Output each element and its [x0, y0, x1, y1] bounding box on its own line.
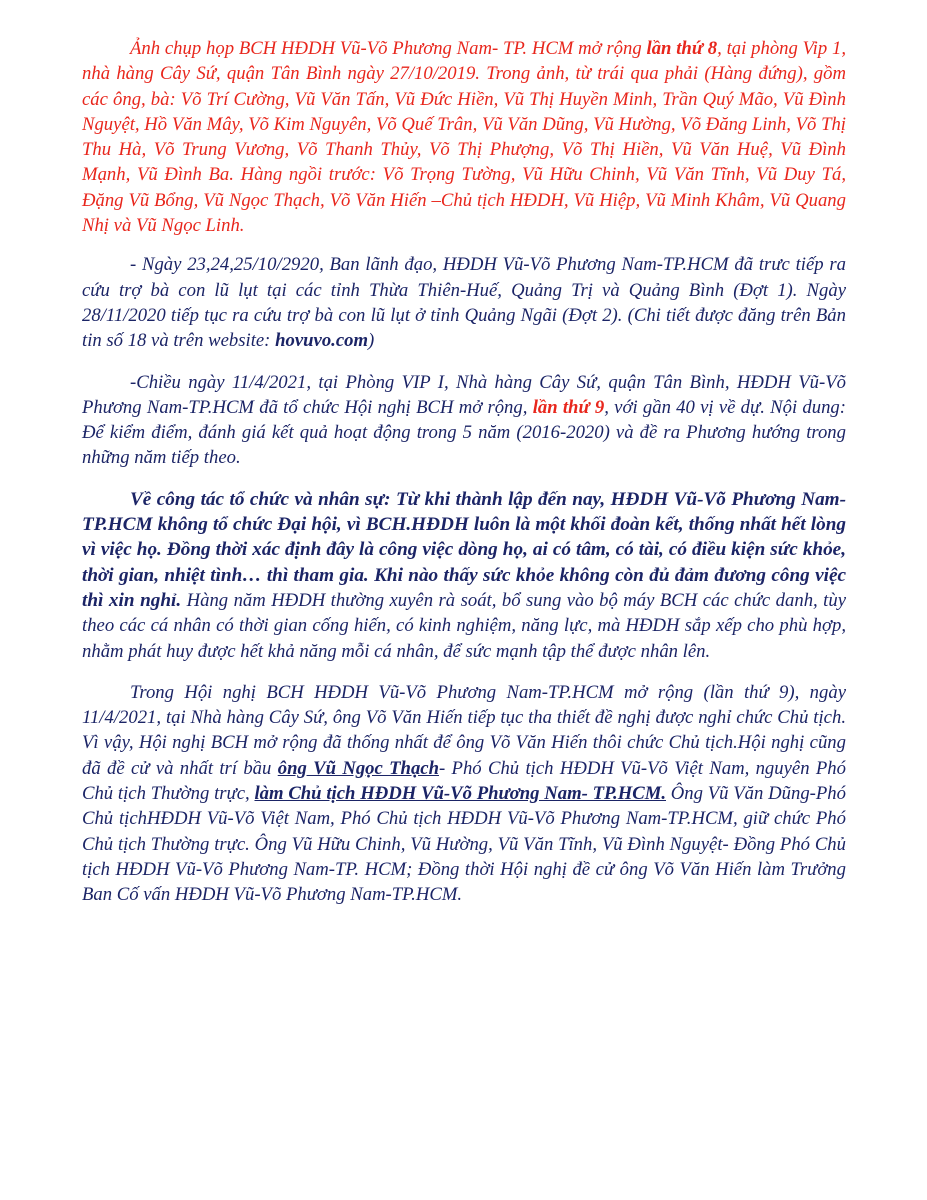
relief-paragraph — [82, 252, 846, 353]
election-text-mid: - Phó Chủ tịch HĐDH Vũ-Võ Việt Nam, nguyên Phó Chủ tịch Thường trực, — [82, 757, 846, 805]
website-link-text: hovuvo.com — [275, 330, 369, 352]
organization-paragraph — [82, 487, 846, 664]
meeting-emphasis: lần thứ 9 — [532, 396, 605, 418]
caption-text-start: Ảnh chụp họp BCH HĐDH Vũ-Võ Phương Nam- TP. HCM mở rộng — [130, 38, 647, 59]
photo-caption-paragraph — [82, 36, 846, 238]
chairman-title: làm Chủ tịch HĐDH Vũ-Võ Phương Nam- TP.HCM. — [254, 783, 666, 805]
election-text-end: Ông Vũ Văn Dũng-Phó Chủ tịchHĐDH Vũ-Võ Việt Nam, Phó Chủ tịch HĐDH Vũ-Võ Phương Nam-TP.HCM, giữ chức Phó Chủ tịch Thường trực. Ông Vũ Hữu Chinh, Vũ Hường, Vũ Văn Tĩnh, Vũ Đình Nguyệt- Đồng Phó Chủ tịch HĐDH Vũ-Võ Phương Nam-TP. HCM; Đồng thời Hội nghị đề cử ông Võ Văn Hiến làm Trưởng Ban Cố vấn HĐDH Vũ-Võ Phương Nam-TP.HCM. — [82, 783, 846, 906]
organization-text: Hàng năm HĐDH thường xuyên rà soát, bổ sung vào bộ máy BCH các chức danh, tùy theo các cá nhân có thời gian cống hiến, có kinh nghiệm, năng lực, mà HĐDH sắp xếp cho phù hợp, nhằm phát huy được hết khả năng mỗi cá nhân, để sức mạnh tập thể được nhân lên. — [82, 589, 846, 662]
caption-emphasis: lần thứ 8 — [646, 38, 718, 59]
meeting-text-start: -Chiều ngày 11/4/2021, tại Phòng VIP I, Nhà hàng Cây Sứ, quận Tân Bình, HĐDH Vũ-Võ Phương Nam-TP.HCM đã tổ chức Hội nghị BCH mở rộng, — [82, 371, 846, 418]
meeting-paragraph — [82, 370, 846, 471]
organization-bold-text: Về công tác tổ chức và nhân sự: Từ khi thành lập đến nay, HĐDH Vũ-Võ Phương Nam-TP.HCM không tổ chức Đại hội, vì BCH.HĐDH luôn là một khối đoàn kết, thống nhất hết lòng vì việc họ. Đồng thời xác định đây là công việc dòng họ, ai có tâm, có tài, có điều kiện sức khỏe, thời gian, nhiệt tình… thì tham gia. Khi nào thấy sức khỏe không còn đủ đảm đương công việc thì xin nghỉ. — [82, 488, 846, 611]
relief-text-end: ) — [368, 330, 375, 352]
election-text-start: Trong Hội nghị BCH HĐDH Vũ-Võ Phương Nam-TP.HCM mở rộng (lần thứ 9), ngày 11/4/2021, tại Nhà hàng Cây Sứ, ông Võ Văn Hiến tiếp tục tha thiết đề nghị được nghỉ chức Chủ tịch. Vì vậy, Hội nghị BCH mở rộng đã thống nhất để ông Võ Văn Hiến thôi chức Chủ tịch.Hội nghị cũng đã đề cử và nhất trí bầu — [82, 681, 846, 779]
election-paragraph — [82, 680, 846, 908]
relief-text: - Ngày 23,24,25/10/2920, Ban lãnh đạo, HĐDH Vũ-Võ Phương Nam-TP.HCM đã trưc tiếp ra cứu trợ bà con lũ lụt tại các tỉnh Thừa Thiên-Huế, Quảng Trị và Quảng Bình (Đợt 1). Ngày 28/11/2020 tiếp tục ra cứu trợ bà con lũ lụt ở tỉnh Quảng Ngãi (Đợt 2). (Chi tiết được đăng trên Bản tin số 18 và trên website: — [82, 254, 846, 352]
document-page — [82, 36, 846, 908]
caption-text-end: , tại phòng Vip 1, nhà hàng Cây Sứ, quận Tân Bình ngày 27/10/2019. Trong ảnh, từ trái qua phải (Hàng đứng), gồm các ông, bà: Võ Trí Cường, Vũ Văn Tấn, Vũ Đức Hiền, Vũ Thị Huyền Minh, Trần Quý Mão, Vũ Đình Nguyệt, Hồ Văn Mây, Võ Kim Nguyên, Võ Quế Trân, Vũ Văn Dũng, Vũ Hường, Võ Đăng Linh, Võ Thị Thu Hà, Võ Trung Vương, Võ Thanh Thủy, Võ Thị Phượng, Võ Thị Hiền, Vũ Văn Huệ, Vũ Đình Mạnh, Vũ Đình Ba. Hàng ngồi trước: Võ Trọng Tường, Vũ Hữu Chinh, Vũ Văn Tĩnh, Vũ Duy Tá, Đặng Vũ Bổng, Vũ Ngọc Thạch, Võ Văn Hiến –Chủ tịch HĐDH, Vũ Hiệp, Vũ Minh Khâm, Vũ Quang Nhị và Vũ Ngọc Linh. — [82, 38, 846, 237]
chairman-name: ông Vũ Ngọc Thạch — [277, 757, 439, 779]
meeting-text-end: , với gần 40 vị về dự. Nội dung: Để kiểm điểm, đánh giá kết quả hoạt động trong 5 năm (2016-2020) và đề ra Phương hướng trong những năm tiếp theo. — [82, 396, 846, 469]
